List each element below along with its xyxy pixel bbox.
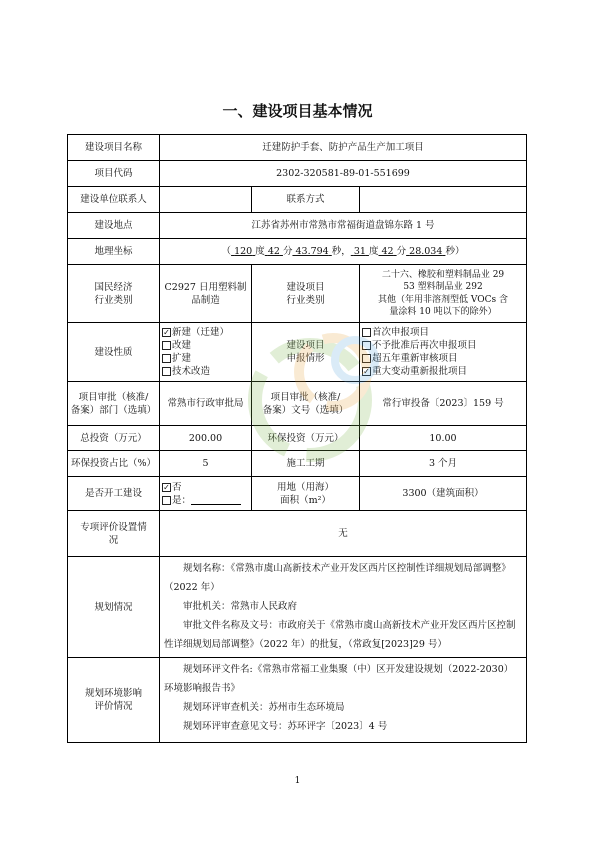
- label-construction-nature: 建设性质: [94, 346, 133, 358]
- checkbox-checked-icon[interactable]: ✓: [363, 367, 370, 376]
- value-project-code: 2302-320581-89-01-551699: [276, 168, 410, 179]
- value-coordinates: [160, 239, 526, 264]
- started-date-blank[interactable]: [191, 495, 241, 505]
- planning-eia-details: [164, 660, 520, 736]
- label-project-name: 建设项目名称: [84, 142, 142, 153]
- planning-details: [164, 559, 520, 654]
- lat-second: 28.034: [409, 246, 443, 257]
- value-env-ratio: 5: [202, 458, 209, 469]
- checkbox-icon[interactable]: [162, 341, 171, 350]
- checkbox-icon[interactable]: [162, 354, 171, 363]
- planning-approval-doc: 审批文件名称及文号：市政府关于《常熟市虞山高新技术产业开发区西片区控制性详细规划局部调整》（2022 年）的批复，（常政复[2023]29 号）: [164, 620, 516, 650]
- label-env-investment: 环保投资（万元）: [267, 432, 344, 444]
- label-special-assessment: 专项评价设置情 况: [80, 521, 147, 546]
- lon-degree: 120: [234, 246, 253, 257]
- sec-close: 秒）: [445, 246, 465, 257]
- value-contact-person: [160, 187, 251, 212]
- label-industry-category: 国民经济 行业类别: [94, 281, 133, 306]
- application-type-options: [360, 323, 526, 381]
- option-five-year-review[interactable]: 超五年重新审核项目: [362, 352, 458, 365]
- lat-degree: 31: [353, 246, 366, 257]
- label-location: 建设地点: [94, 220, 133, 231]
- value-contact-method: [360, 187, 526, 212]
- checkbox-icon[interactable]: [362, 328, 371, 337]
- started-options: [160, 477, 251, 510]
- option-started[interactable]: 是：: [162, 494, 241, 507]
- lon-second: 43.794: [295, 246, 329, 257]
- label-project-code: 项目代码: [94, 168, 133, 179]
- value-approval-number: 常行审投备〔2023〕159 号: [382, 398, 504, 409]
- option-rebuild[interactable]: 改建: [162, 339, 191, 352]
- checkbox-icon[interactable]: [362, 341, 371, 350]
- checkbox-checked-icon[interactable]: ✓: [163, 482, 170, 492]
- value-industry-category: C2927 日用塑料制 品制造: [164, 281, 247, 306]
- lat-minute: 42: [381, 246, 394, 257]
- label-started: 是否开工建设: [84, 488, 142, 499]
- label-planning: 规划情况: [94, 601, 133, 613]
- value-total-investment: 200.00: [188, 432, 223, 444]
- planning-name: 规划名称：《常熟市虞山高新技术产业开发区西片区控制性详细规划局部调整》（2022 年）: [164, 563, 511, 593]
- label-approval-number: 项目审批（核准/ 备案）文号（选填）: [262, 391, 349, 416]
- label-contact-person: 建设单位联系人: [80, 194, 147, 205]
- label-land-area: 用地（用海） 面积（m²）: [276, 481, 334, 506]
- value-land-area: 3300（建筑面积）: [402, 488, 484, 499]
- eia-document-name: 规划环评文件名:《常熟市常福工业集聚（中）区开发建设规划（2022-2030）环境影响报告书》: [164, 664, 514, 694]
- deg-unit: 度: [368, 246, 379, 257]
- eia-review-number: 规划环评审查意见文号：苏环评字〔2023〕4 号: [183, 721, 388, 732]
- min-unit: 分: [282, 246, 293, 257]
- value-env-investment: 10.00: [429, 432, 457, 444]
- deg-unit: 度: [255, 246, 265, 257]
- min-unit: 分: [396, 246, 407, 257]
- option-major-change[interactable]: ✓ 重大变动重新报批项目: [363, 366, 468, 377]
- value-project-industry: 二十六、橡胶和塑料制品业 29 53 塑料制品业 292 其他（年用非溶剂型低 VOCs 含 量涂料 10 吨以下的除外）: [378, 269, 508, 317]
- value-location: 江苏省苏州市常熟市常福街道盘锦东路 1 号: [251, 220, 435, 231]
- checkbox-checked-icon[interactable]: ✓: [163, 328, 170, 337]
- option-tech-upgrade[interactable]: 技术改造: [162, 365, 210, 378]
- value-construction-period: 3 个月: [428, 458, 458, 469]
- label-project-industry: 建设项目 行业类别: [286, 281, 325, 306]
- page-title: 一、建设项目基本情况: [222, 102, 373, 120]
- value-approval-department: 常熟市行政审批局: [167, 398, 244, 409]
- label-total-investment: 总投资（万元）: [80, 432, 147, 444]
- label-contact-method: 联系方式: [286, 194, 325, 205]
- lon-minute: 42: [267, 246, 280, 257]
- label-application-type: 建设项目 申报情形: [286, 340, 325, 364]
- label-planning-eia: 规划环境影响 评价情况: [84, 688, 142, 712]
- label-approval-department: 项目审批（核准/ 备案）部门（选填）: [70, 391, 157, 416]
- construction-nature-options: [160, 323, 251, 381]
- checkbox-icon[interactable]: [162, 367, 171, 376]
- sec-unit: 秒，: [331, 246, 351, 257]
- option-first-application[interactable]: 首次申报项目: [362, 326, 429, 339]
- checkbox-icon[interactable]: [162, 496, 171, 505]
- eia-review-authority: 规划环评审查机关：苏州市生态环境局: [183, 702, 345, 713]
- label-construction-period: 施工工期: [286, 458, 325, 469]
- value-special-assessment: 无: [338, 528, 348, 539]
- checkbox-icon[interactable]: [362, 354, 371, 363]
- option-new-build[interactable]: ✓ 新建（迁建）: [163, 327, 230, 338]
- info-table: [67, 134, 527, 743]
- label-env-ratio: 环保投资占比（%）: [70, 458, 157, 469]
- option-expand[interactable]: 扩建: [162, 352, 191, 365]
- planning-authority: 审批机关：常熟市人民政府: [183, 601, 298, 612]
- value-project-name: 迁建防护手套、防护产品生产加工项目: [262, 142, 424, 153]
- option-reapply-after-rejection[interactable]: 不予批准后再次申报项目: [362, 339, 477, 352]
- option-not-started[interactable]: ✓ 否: [163, 481, 182, 493]
- label-coordinates: 地理坐标: [94, 246, 133, 257]
- coord-open: （: [221, 246, 232, 257]
- page-number: 1: [294, 776, 301, 786]
